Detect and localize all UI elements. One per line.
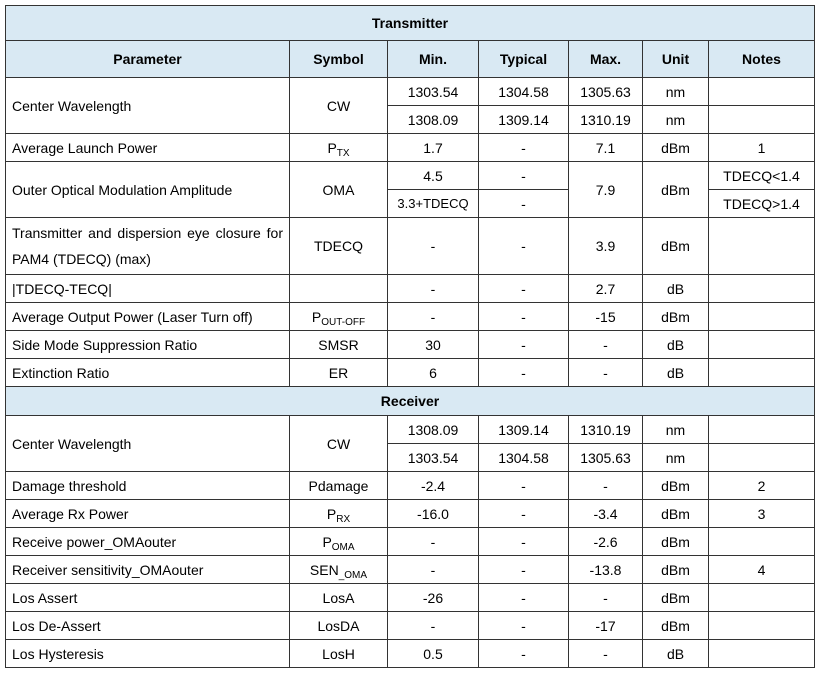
typical-cell: - xyxy=(479,612,569,640)
unit-cell: nm xyxy=(643,444,709,472)
table-row xyxy=(6,359,815,387)
typical-cell: - xyxy=(479,134,569,162)
typical-cell: - xyxy=(479,190,569,218)
min-cell: -2.4 xyxy=(388,472,479,500)
table-row xyxy=(6,134,815,162)
unit-cell: dBm xyxy=(643,162,709,218)
max-cell: - xyxy=(569,640,643,668)
symbol-cell: Pdamage xyxy=(290,472,388,500)
notes-cell: 1 xyxy=(709,134,815,162)
header-symbol: Symbol xyxy=(290,41,388,78)
header-notes: Notes xyxy=(709,41,815,78)
min-cell: 1308.09 xyxy=(388,416,479,444)
unit-cell: dBm xyxy=(643,134,709,162)
symbol-main: P xyxy=(326,505,337,522)
table-row xyxy=(6,612,815,640)
header-row xyxy=(6,41,815,78)
notes-cell xyxy=(709,106,815,134)
unit-cell: dBm xyxy=(643,303,709,331)
typical-cell: - xyxy=(479,162,569,190)
param-cell: Average Rx Power xyxy=(6,500,290,528)
table-row xyxy=(6,640,815,668)
min-cell: - xyxy=(388,275,479,303)
param-cell: Extinction Ratio xyxy=(6,359,290,387)
typical-cell: - xyxy=(479,640,569,668)
param-cell: Damage threshold xyxy=(6,472,290,500)
param-cell: Receive power_OMAouter xyxy=(6,528,290,556)
min-cell: 6 xyxy=(388,359,479,387)
unit-cell: dBm xyxy=(643,472,709,500)
min-cell: 0.5 xyxy=(388,640,479,668)
header-unit: Unit xyxy=(643,41,709,78)
typical-cell: - xyxy=(479,359,569,387)
max-cell: -13.8 xyxy=(569,556,643,584)
notes-cell: 4 xyxy=(709,556,815,584)
max-cell: 1310.19 xyxy=(569,416,643,444)
max-cell: -3.4 xyxy=(569,500,643,528)
table-row xyxy=(6,218,815,275)
notes-cell xyxy=(709,584,815,612)
unit-cell: dBm xyxy=(643,612,709,640)
spec-table xyxy=(5,5,815,668)
symbol-cell xyxy=(290,134,388,162)
typical-cell: 1309.14 xyxy=(479,416,569,444)
table-row xyxy=(6,584,815,612)
min-cell: 3.3+TDECQ xyxy=(388,190,479,218)
symbol-cell xyxy=(290,275,388,303)
max-cell: 1305.63 xyxy=(569,78,643,106)
symbol-cell: TDECQ xyxy=(290,218,388,275)
max-cell: 7.9 xyxy=(569,162,643,218)
min-cell: 30 xyxy=(388,331,479,359)
notes-cell xyxy=(709,640,815,668)
typical-cell: 1304.58 xyxy=(479,444,569,472)
typical-cell: - xyxy=(479,218,569,275)
symbol-main: P xyxy=(311,308,322,325)
notes-cell xyxy=(709,218,815,275)
notes-cell xyxy=(709,444,815,472)
min-cell: - xyxy=(388,303,479,331)
param-cell: Center Wavelength xyxy=(6,416,290,472)
symbol-main: P xyxy=(327,139,337,156)
typical-cell: - xyxy=(479,472,569,500)
symbol-subscript: TX xyxy=(336,147,350,159)
symbol-subscript: RX xyxy=(336,513,351,525)
unit-cell: dB xyxy=(643,331,709,359)
table-row xyxy=(6,275,815,303)
max-cell: - xyxy=(569,472,643,500)
symbol-cell: OMA xyxy=(290,162,388,218)
symbol-cell: CW xyxy=(290,416,388,472)
symbol-cell: LosDA xyxy=(290,612,388,640)
unit-cell: nm xyxy=(643,106,709,134)
table-row xyxy=(6,528,815,556)
param-cell: Los Hysteresis xyxy=(6,640,290,668)
table-row xyxy=(6,331,815,359)
max-cell: - xyxy=(569,584,643,612)
header-max: Max. xyxy=(569,41,643,78)
notes-cell xyxy=(709,78,815,106)
unit-cell: dBm xyxy=(643,218,709,275)
max-cell: 3.9 xyxy=(569,218,643,275)
unit-cell: dBm xyxy=(643,556,709,584)
min-cell: 1.7 xyxy=(388,134,479,162)
min-cell: -26 xyxy=(388,584,479,612)
typical-cell: 1304.58 xyxy=(479,78,569,106)
param-cell: Average Output Power (Laser Turn off) xyxy=(6,303,290,331)
symbol-cell xyxy=(290,500,388,528)
min-cell: 4.5 xyxy=(388,162,479,190)
symbol-cell: LosA xyxy=(290,584,388,612)
max-cell: 1305.63 xyxy=(569,444,643,472)
symbol-cell: SMSR xyxy=(290,331,388,359)
unit-cell: dB xyxy=(643,640,709,668)
param-cell: Average Launch Power xyxy=(6,134,290,162)
table-row xyxy=(6,78,815,106)
notes-cell xyxy=(709,275,815,303)
notes-cell: TDECQ<1.4 xyxy=(709,162,815,190)
max-cell: 2.7 xyxy=(569,275,643,303)
min-cell: - xyxy=(388,612,479,640)
symbol-cell xyxy=(290,303,388,331)
param-cell: |TDECQ-TECQ| xyxy=(6,275,290,303)
unit-cell: dB xyxy=(643,275,709,303)
max-cell: -2.6 xyxy=(569,528,643,556)
typical-cell: 1309.14 xyxy=(479,106,569,134)
param-cell: Center Wavelength xyxy=(6,78,290,134)
typical-cell: - xyxy=(479,303,569,331)
notes-cell xyxy=(709,528,815,556)
header-parameter: Parameter xyxy=(6,41,290,78)
typical-cell: - xyxy=(479,528,569,556)
max-cell: 1310.19 xyxy=(569,106,643,134)
typical-cell: - xyxy=(479,584,569,612)
min-cell: 1303.54 xyxy=(388,444,479,472)
typical-cell: - xyxy=(479,275,569,303)
symbol-cell xyxy=(290,528,388,556)
unit-cell: dBm xyxy=(643,584,709,612)
max-cell: -15 xyxy=(569,303,643,331)
unit-cell: dBm xyxy=(643,500,709,528)
symbol-cell: LosH xyxy=(290,640,388,668)
header-typical: Typical xyxy=(479,41,569,78)
table-row xyxy=(6,162,815,190)
notes-cell xyxy=(709,416,815,444)
table-row xyxy=(6,500,815,528)
max-cell: - xyxy=(569,331,643,359)
min-cell: - xyxy=(388,556,479,584)
table-row xyxy=(6,303,815,331)
receiver-section-row xyxy=(6,387,815,416)
symbol-subscript: _OMA xyxy=(338,569,368,581)
unit-cell: nm xyxy=(643,78,709,106)
symbol-cell: CW xyxy=(290,78,388,134)
symbol-cell xyxy=(290,556,388,584)
notes-cell xyxy=(709,359,815,387)
min-cell: - xyxy=(388,528,479,556)
symbol-subscript: OUT-OFF xyxy=(321,316,366,328)
unit-cell: nm xyxy=(643,416,709,444)
max-cell: - xyxy=(569,359,643,387)
transmitter-section-row xyxy=(6,6,815,41)
param-cell: Transmitter and dispersion eye closure for PAM4 (TDECQ) (max) xyxy=(6,218,290,275)
param-cell: Side Mode Suppression Ratio xyxy=(6,331,290,359)
param-cell: Receiver sensitivity_OMAouter xyxy=(6,556,290,584)
min-cell: -16.0 xyxy=(388,500,479,528)
symbol-subscript: OMA xyxy=(331,541,355,553)
receiver-title: Receiver xyxy=(6,387,815,416)
typical-cell: - xyxy=(479,556,569,584)
table-row xyxy=(6,556,815,584)
max-cell: -17 xyxy=(569,612,643,640)
param-cell: Outer Optical Modulation Amplitude xyxy=(6,162,290,218)
typical-cell: - xyxy=(479,331,569,359)
notes-cell xyxy=(709,303,815,331)
unit-cell: dB xyxy=(643,359,709,387)
unit-cell: dBm xyxy=(643,528,709,556)
notes-cell: 3 xyxy=(709,500,815,528)
min-cell: 1303.54 xyxy=(388,78,479,106)
param-cell: Los De-Assert xyxy=(6,612,290,640)
symbol-cell: ER xyxy=(290,359,388,387)
header-min: Min. xyxy=(388,41,479,78)
max-cell: 7.1 xyxy=(569,134,643,162)
symbol-main: P xyxy=(322,533,332,550)
table-row xyxy=(6,472,815,500)
notes-cell: 2 xyxy=(709,472,815,500)
notes-cell xyxy=(709,331,815,359)
min-cell: - xyxy=(388,218,479,275)
transmitter-title: Transmitter xyxy=(6,6,815,41)
notes-cell xyxy=(709,612,815,640)
typical-cell: - xyxy=(479,500,569,528)
min-cell: 1308.09 xyxy=(388,106,479,134)
table-row xyxy=(6,416,815,444)
symbol-main: SEN xyxy=(309,561,339,578)
notes-cell: TDECQ>1.4 xyxy=(709,190,815,218)
param-cell: Los Assert xyxy=(6,584,290,612)
